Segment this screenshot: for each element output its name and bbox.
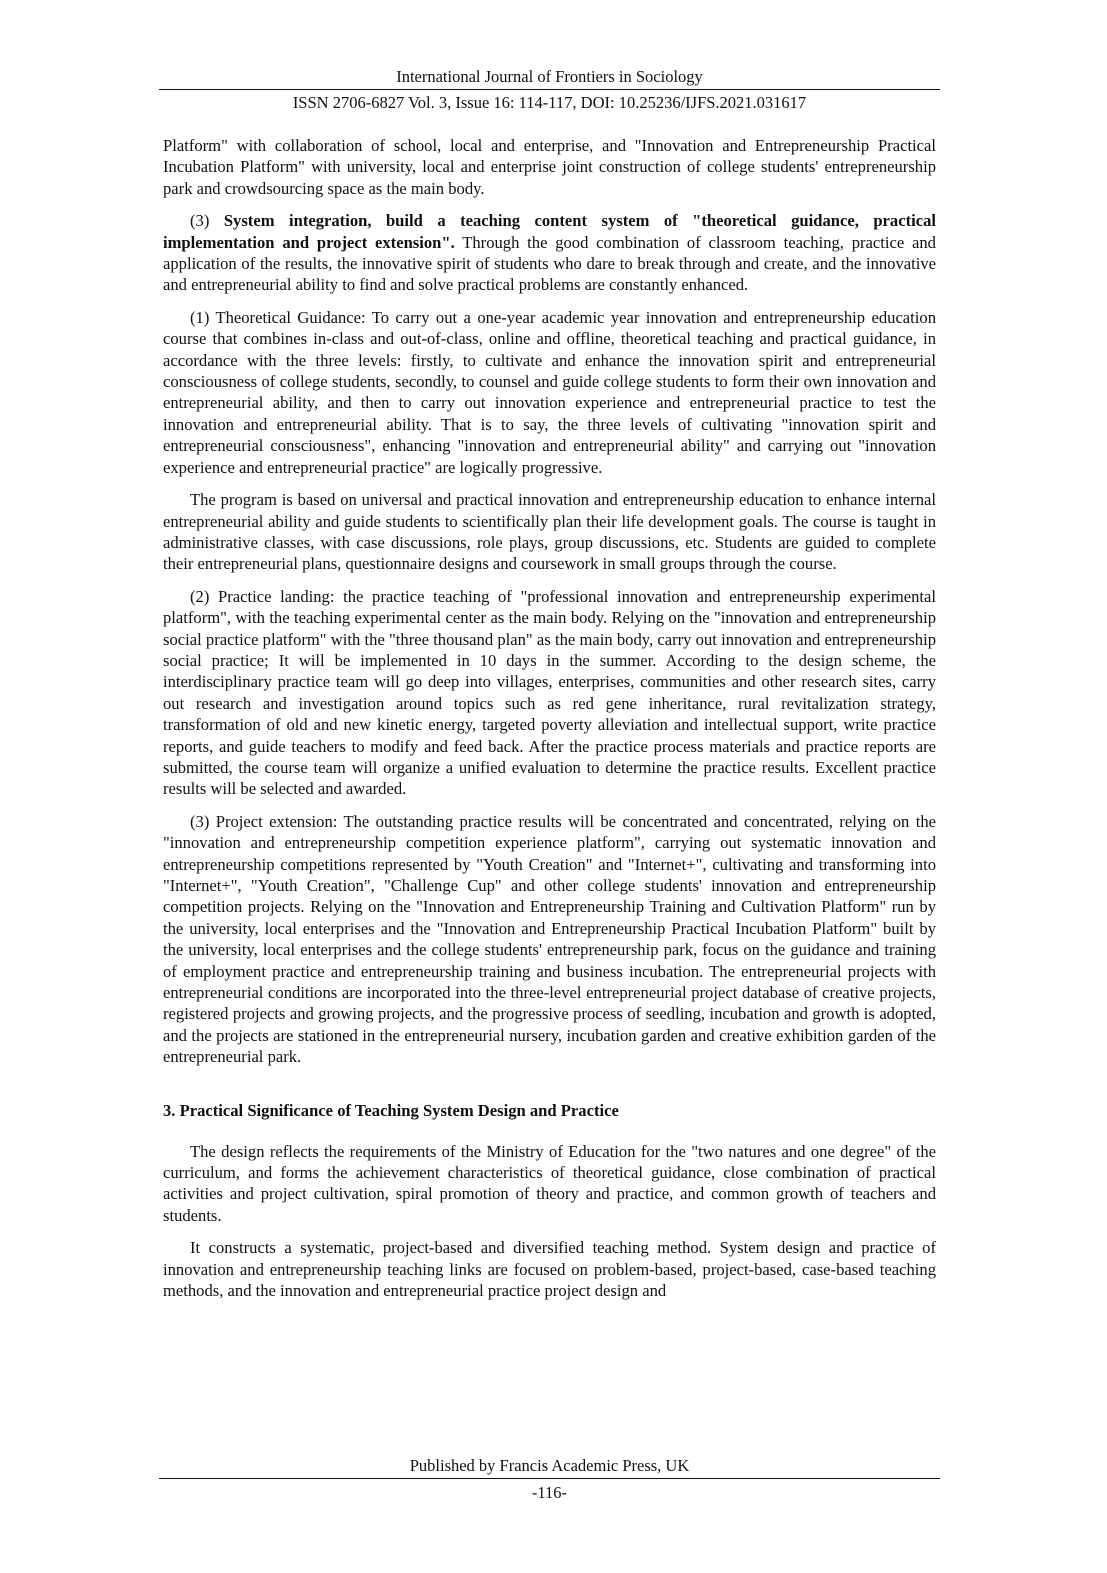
paragraph-program: The program is based on universal and practical innovation and entrepreneurship education to enhance internal entrepreneurial ability and guide students to scientifically plan their life development goals. The course is taught in administrative classes, with case discussions, role plays, group discussions, etc. Students are guided to complete their entrepreneurial plans, questionnaire designs and coursework in small groups through the course. (163, 490, 936, 574)
paragraph-design-requirements: The design reflects the requirements of the Ministry of Education for the "two natures and one degree" of the curriculum, and forms the achievement characteristics of theoretical guidance, close combination of practical activities and project cultivation, spiral promotion of theory and practice, and common growth of teachers and students. (163, 1141, 936, 1225)
paragraph-theoretical-guidance: (1) Theoretical Guidance: To carry out a one-year academic year innovation and entrepreneurship education course that combines in-class and out-of-class, online and offline, theoretical teaching and practical guidance, in accordance with the three levels: firstly, to cultivate and enhance the innovation spirit and entrepreneurial consciousness of college students, secondly, to counsel and guide college students to form their own innovation and entrepreneurial ability, and then to carry out innovation experience and entrepreneurial practice to test the innovation and entrepreneurial ability. That is to say, the three levels of cultivating "innovation spirit and entrepreneurial consciousness", enhancing "innovation and entrepreneurial ability" and carrying out "innovation experience and entrepreneurial practice" are logically progressive. (163, 307, 936, 477)
bold-lead: System integration, build a teaching content system of "theoretical guidance, practical implementation and project extension". (163, 211, 936, 252)
paragraph-rest: Through the good combination of classroom teaching, practice and application of the results, the innovative spirit of students who dare to break through and create, and the innovative and entrepreneurial ability to find and solve practical problems are constantly enhanced. (163, 232, 936, 295)
paragraph-platform-continuation: Platform" with collaboration of school, local and enterprise, and "Innovation and Entrepreneurship Practical Incubation Platform" with university, local and enterprise joint construction of college students' entrepreneurship park and crowdsourcing space as the main body. (163, 136, 936, 198)
header-divider (159, 89, 940, 90)
footer-divider (159, 1478, 940, 1479)
paragraph-teaching-method: It constructs a systematic, project-based and diversified teaching method. System design and practice of innovation and entrepreneurship teaching links are focused on problem-based, project-based, case-based teaching methods, and the innovation and entrepreneurial practice project design and (163, 1238, 936, 1301)
issn-line: ISSN 2706-6827 Vol. 3, Issue 16: 114-117, DOI: 10.25236/IJFS.2021.031617 (292, 93, 807, 112)
paragraph-system-integration (163, 210, 936, 296)
publisher-line: Published by Francis Academic Press, UK (409, 1456, 690, 1475)
page-number: -116- (531, 1483, 568, 1502)
article-body (163, 135, 936, 1313)
paragraph-project-extension: (3) Project extension: The outstanding practice results will be concentrated and concentrated, relying on the "innovation and entrepreneurship competition experience platform", carrying out systematic innovation and entrepreneurship competitions represented by "Youth Creation" and "Internet+", cultivating and transforming into "Internet+", "Youth Creation", "Challenge Cup" and other college students' innovation and entrepreneurship competition projects. Relying on the "Innovation and Entrepreneurship Training and Cultivation Platform" run by the university, local enterprises and the "Innovation and Entrepreneurship Practical Incubation Platform" built by the university, local enterprises and the college students' entrepreneurship park, focus on the guidance and training of employment practice and entrepreneurship training and business incubation. The entrepreneurial projects with entrepreneurial conditions are incorporated into the three-level entrepreneurial project database of creative projects, registered projects and growing projects, and the progressive process of seedling, incubation and growth is adopted, and the projects are stationed in the entrepreneurial nursery, incubation garden and creative exhibition garden of the entrepreneurial park. (163, 811, 936, 1067)
paragraph-practice-landing: (2) Practice landing: the practice teaching of "professional innovation and entrepreneurship experimental platform", with the teaching experimental center as the main body. Relying on the "innovation and entrepreneurship social practice platform" with the "three thousand plan" as the main body, carry out innovation and entrepreneurship social practice; It will be implemented in 10 days in the summer. According to the design scheme, the interdisciplinary practice team will go deep into villages, enterprises, communities and other research sites, carry out research and investigation around topics such as red gene inheritance, rural revitalization strategy, transformation of old and new kinetic energy, targeted poverty alleviation and intellectual support, write practice reports, and guide teachers to modify and feed back. After the practice process materials and practice reports are submitted, the course team will organize a unified evaluation to determine the practice results. Excellent practice results will be selected and awarded. (163, 586, 936, 799)
item-number: (3) (190, 211, 224, 231)
journal-title: International Journal of Frontiers in Sociology (396, 67, 703, 86)
section-heading: 3. Practical Significance of Teaching System Design and Practice (163, 1100, 619, 1120)
